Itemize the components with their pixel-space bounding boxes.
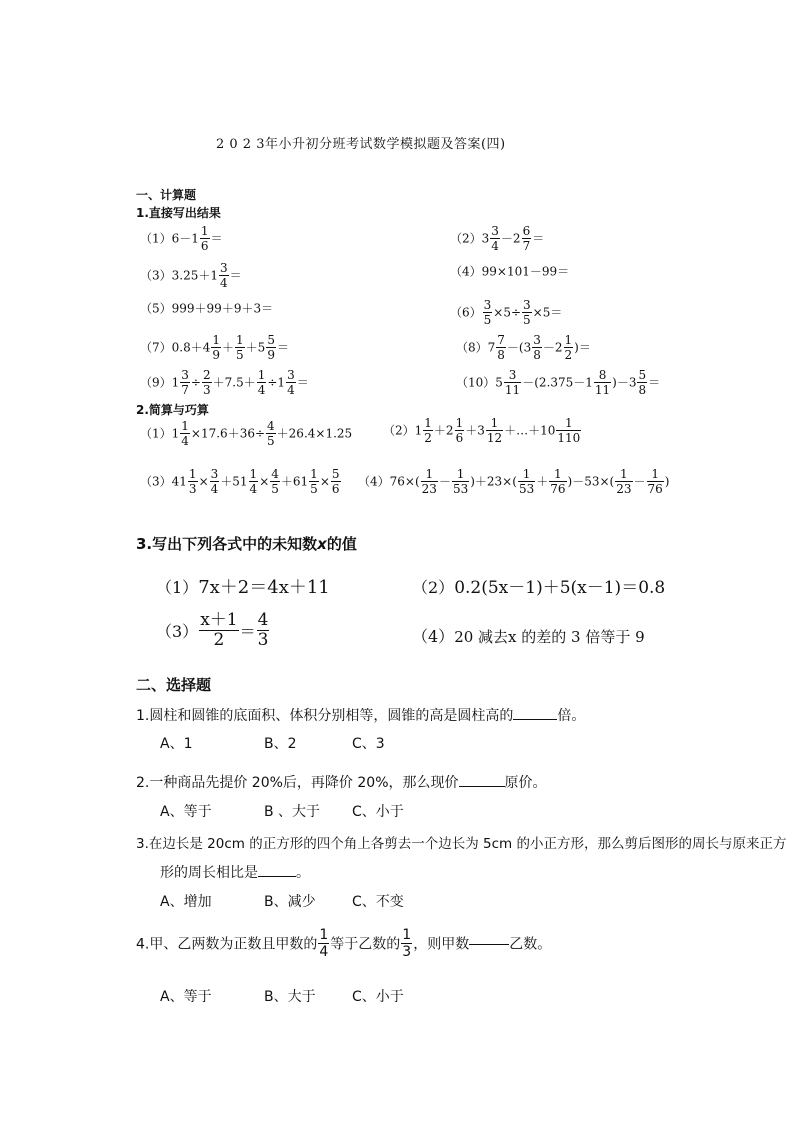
option-c[interactable]: C、小于 xyxy=(352,989,404,1005)
fraction: $\frac{5}{6}$ xyxy=(331,467,340,496)
option-a[interactable]: A、1 xyxy=(160,736,193,752)
fraction: $\frac{1}{5}$ xyxy=(236,333,244,362)
fraction: $\frac{5}{8}$ xyxy=(638,368,647,397)
q3-options xyxy=(160,891,404,911)
question-2: 2.一种商品先提价 20%后，再降价 20%，那么现价 原价。 xyxy=(136,775,547,791)
fraction: $\frac{1}{53}$ xyxy=(452,467,469,496)
part2-heading: 2.简算与巧算 xyxy=(136,403,209,417)
calc-item-1: （1）6－1 $\frac{1}{6}$ ＝ xyxy=(140,224,223,253)
question-4: 4.甲、乙两数为正数且甲数的 $\frac{1}{4}$ 等于乙数的 $\frac{1}{3}$ ，则甲数 乙数。 xyxy=(136,927,552,960)
eq-item-1: （1）7x＋2＝4x＋11 xyxy=(156,577,330,598)
eq-item-4: （4）20 减去x 的差的 3 倍等于 9 xyxy=(412,627,645,646)
option-c[interactable]: C、3 xyxy=(352,736,385,752)
fraction: $\frac{4}{5}$ xyxy=(267,419,275,448)
fraction: $\frac{6}{7}$ xyxy=(522,224,531,253)
calc-item-3: （3）3.25＋1 $\frac{3}{4}$ ＝ xyxy=(140,261,242,290)
fraction: $\frac{1}{4}$ xyxy=(249,467,258,496)
fraction: $\frac{1}{9}$ xyxy=(212,333,221,362)
page-title: 2 0 2 3年小升初分班考试数学模拟题及答案(四) xyxy=(216,137,506,152)
calc-item-4: （4）99×101－99＝ xyxy=(450,264,570,279)
calc-item-10: （10）5 $\frac{3}{11}$ －(2.375－1 $\frac{8}{11}$ )－3 $\frac{5}{8}$ ＝ xyxy=(456,368,661,397)
fraction: $\frac{3}{11}$ xyxy=(504,368,521,397)
fraction: $\frac{1}{5}$ xyxy=(310,467,318,496)
fraction: $\frac{3}{4}$ xyxy=(220,261,228,290)
question-1: 1.圆柱和圆锥的底面积、体积分别相等，圆锥的高是圆柱高的 倍。 xyxy=(136,708,586,724)
fraction: $\frac{4}{5}$ xyxy=(271,467,279,496)
calc-item-7: （7）0.8＋4 $\frac{1}{9}$ ＋ $\frac{1}{5}$ ＋5 $\frac{5}{9}$ ＝ xyxy=(140,333,289,362)
fraction: $\frac{1}{23}$ xyxy=(616,467,632,496)
fraction: $\frac{1}{2}$ xyxy=(564,333,573,362)
part1-heading: 1.直接写出结果 xyxy=(136,206,221,220)
calc-item-9: （9）1 $\frac{3}{7}$ ÷ $\frac{2}{3}$ ＋7.5＋ $\frac{1}{4}$ ÷1 $\frac{3}{4}$ ＝ xyxy=(140,368,309,397)
calc-item-5: （5）999＋99＋9＋3＝ xyxy=(140,301,274,316)
fraction: $\frac{7}{8}$ xyxy=(497,333,505,362)
fraction: $\frac{1}{2}$ xyxy=(424,416,432,445)
fraction: $\frac{3}{5}$ xyxy=(483,298,492,327)
fraction: $\frac{1}{76}$ xyxy=(647,467,663,496)
fraction: $\frac{1}{12}$ xyxy=(486,416,503,445)
option-b[interactable]: B、减少 xyxy=(264,894,316,910)
simplify-item-3: （3）41 $\frac{1}{3}$ × $\frac{3}{4}$ ＋51 $\frac{1}{4}$ × $\frac{4}{5}$ ＋61 $\frac{1}{5}$ × $\frac{5}{6}$ xyxy=(140,467,340,496)
q4-options xyxy=(160,986,404,1006)
answer-blank[interactable] xyxy=(459,785,505,787)
fraction: $\frac{1}{4}$ xyxy=(257,368,266,397)
fraction: $\frac{3}{4}$ xyxy=(210,467,219,496)
q2-options xyxy=(160,801,404,821)
simplify-item-2: （2）1 $\frac{1}{2}$ ＋2 $\frac{1}{6}$ ＋3 $\frac{1}{12}$ ＋…＋10 $\frac{1}{110}$ xyxy=(383,416,581,445)
fraction: $\frac{3}{7}$ xyxy=(181,368,189,397)
fraction: $\frac{1}{6}$ xyxy=(455,416,464,445)
calc-item-8: （8）7 $\frac{7}{8}$ －(3 $\frac{3}{8}$ －2 $\frac{1}{2}$ )＝ xyxy=(456,333,591,362)
eq-item-2: （2）0.2(5x－1)＋5(x－1)＝0.8 xyxy=(412,578,666,598)
simplify-item-4: （4）76×( $\frac{1}{23}$ － $\frac{1}{53}$ )＋23×( $\frac{1}{53}$ ＋ $\frac{1}{76}$ )－53×( $\frac{1}{23}$ － $\frac{1}{76}$ ) xyxy=(358,467,670,496)
option-b[interactable]: B、大于 xyxy=(264,989,316,1005)
fraction: $\frac{1}{53}$ xyxy=(518,467,535,496)
fraction: $\frac{3}{4}$ xyxy=(491,224,499,253)
fraction: $\frac{2}{3}$ xyxy=(202,368,211,397)
fraction: $\frac{8}{11}$ xyxy=(594,368,611,397)
option-b[interactable]: B 、大于 xyxy=(264,804,321,820)
eq-item-3: （3） $\frac{x+1}{2}$ ＝ $\frac{4}{3}$ xyxy=(156,610,269,650)
question-3-cont: 形的周长相比是 。 xyxy=(160,865,310,881)
part3-heading: 3.写出下列各式中的未知数x的值 xyxy=(136,535,357,553)
calc-item-2: （2）3 $\frac{3}{4}$ －2 $\frac{6}{7}$ ＝ xyxy=(450,224,545,253)
fraction: $\frac{1}{3}$ xyxy=(188,467,197,496)
fraction: $\frac{3}{4}$ xyxy=(287,368,295,397)
fraction: $\frac{5}{9}$ xyxy=(267,333,275,362)
fraction: $\frac{3}{8}$ xyxy=(533,333,541,362)
fraction: $\frac{1}{76}$ xyxy=(550,467,566,496)
answer-blank[interactable] xyxy=(469,943,509,945)
option-c[interactable]: C、小于 xyxy=(352,804,404,820)
option-a[interactable]: A、等于 xyxy=(160,989,212,1005)
option-c[interactable]: C、不变 xyxy=(352,894,404,910)
fraction: $\frac{1}{4}$ xyxy=(181,419,189,448)
answer-blank[interactable] xyxy=(513,718,557,720)
option-b[interactable]: B、2 xyxy=(264,736,297,752)
simplify-item-1: （1）1 $\frac{1}{4}$ ×17.6＋36÷ $\frac{4}{5}$ ＋26.4×1.25 xyxy=(140,419,353,448)
q1-options xyxy=(160,733,385,753)
section1-heading: 一、计算题 xyxy=(136,188,197,202)
option-a[interactable]: A、等于 xyxy=(160,804,212,820)
answer-blank[interactable] xyxy=(258,875,296,877)
fraction: $\frac{1}{23}$ xyxy=(421,467,437,496)
section2-heading: 二、选择题 xyxy=(136,676,212,694)
calc-item-6: （6） $\frac{3}{5}$ ×5÷ $\frac{3}{5}$ ×5＝ xyxy=(450,298,563,327)
fraction: $\frac{1}{110}$ xyxy=(557,416,581,445)
question-3: 3.在边长是 20cm 的正方形的四个角上各剪去一个边长为 5cm 的小正方形，那么剪后图形的周长与原来正方 xyxy=(136,836,787,852)
fraction: $\frac{3}{5}$ xyxy=(523,298,531,327)
fraction: $\frac{1}{6}$ xyxy=(200,224,209,253)
option-a[interactable]: A、增加 xyxy=(160,894,212,910)
